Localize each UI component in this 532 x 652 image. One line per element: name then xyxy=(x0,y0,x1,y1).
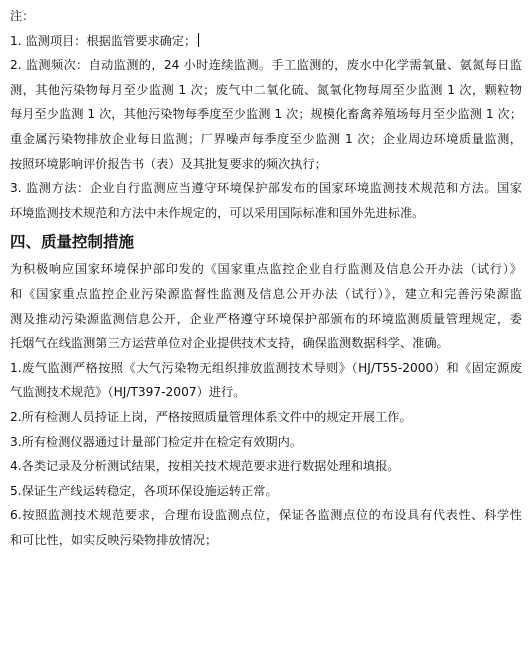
measure-item-1 xyxy=(10,356,522,405)
note-item-3 xyxy=(10,176,522,225)
measure-item-1-line-1: 1.废气监测严格按照《大气污染物无组织排放监测技术导则》（HJ/T55-2000）和《固定源废 xyxy=(10,360,522,375)
document-page xyxy=(10,4,522,552)
note-item-3-line-1: 3. 监测方法：企业自行监测应当遵守环境保护部发布的国家环境监测技术规范和方法。国家 xyxy=(10,181,522,196)
measures-list xyxy=(10,356,522,553)
monitoring-notes-list xyxy=(10,29,522,226)
intro-line-1: 为积极响应国家环境保护部印发的《国家重点监控企业自行监测及信息公开办法（试行）》 xyxy=(10,262,522,277)
text-cursor xyxy=(198,33,199,47)
note-item-2-line-5: 按照环境影响评价报告书（表）及其批复要求的频次执行； xyxy=(10,156,327,171)
intro-line-4: 托烟气在线监测第三方运营单位对企业提供技术支持，确保监测数据科学、准确。 xyxy=(10,336,449,351)
note-item-3-line-2: 环境监测技术规范和方法中未作规定的，可以采用国际标准和国外先进标准。 xyxy=(10,205,425,220)
intro-line-3: 测及推动污染源监测信息公开，企业严格遵守环境保护部颁布的环境监测质量管理规定，委 xyxy=(10,311,522,326)
measure-item-6-line-2: 和可比性，如实反映污染物排放情况； xyxy=(10,532,218,547)
measure-item-6 xyxy=(10,503,522,552)
measure-item-6-line-1: 6.按照监测技术规范要求，合理布设监测点位，保证各监测点位的布设具有代表性、科学性 xyxy=(10,508,522,523)
measure-item-4 xyxy=(10,454,522,479)
note-label: 注： xyxy=(10,9,35,23)
measure-item-2-line-1: 2.所有检测人员持证上岗，严格按照质量管理体系文件中的规定开展工作。 xyxy=(10,409,412,424)
intro-paragraph xyxy=(10,257,522,355)
note-item-1-line-1: 1. 监测项目：根据监管要求确定； xyxy=(10,29,522,54)
measure-item-1-line-2: 气监测技术规范》（HJ/T397-2007）进行。 xyxy=(10,385,246,400)
note-item-2-line-2: 测，其他污染物每月至少监测 1 次；废气中二氧化硫、氮氧化物每周至少监测 1 次，颗粒物 xyxy=(10,82,522,97)
measure-item-3 xyxy=(10,430,522,455)
note-item-1 xyxy=(10,29,522,54)
measure-item-5 xyxy=(10,479,522,504)
measure-item-5-line-1: 5.保证生产线运转稳定，各项环保设施运转正常。 xyxy=(10,483,278,498)
note-item-2-line-3: 每月至少监测 1 次，其他污染物每季度至少监测 1 次；规模化畜禽养殖场每月至少监测 1 次； xyxy=(10,107,522,122)
intro-line-2: 和《国家重点监控企业污染源监督性监测及信息公开办法（试行）》，建立和完善污染源监 xyxy=(10,286,522,301)
note-item-2-line-1: 2. 监测频次：自动监测的，24 小时连续监测。手工监测的，废水中化学需氧量、氨氮每日监 xyxy=(10,58,522,73)
measure-item-2 xyxy=(10,405,522,430)
note-item-2 xyxy=(10,53,522,176)
measure-item-3-line-1: 3.所有检测仪器通过计量部门检定并在检定有效期内。 xyxy=(10,434,302,449)
section-heading: 四、质量控制措施 xyxy=(10,233,135,252)
note-item-2-line-4: 重金属污染物排放企业每日监测；厂界噪声每季度至少监测 1 次；企业周边环境质量监测， xyxy=(10,131,522,146)
measure-item-4-line-1: 4.各类记录及分析测试结果，按相关技术规范要求进行数据处理和填报。 xyxy=(10,459,400,474)
